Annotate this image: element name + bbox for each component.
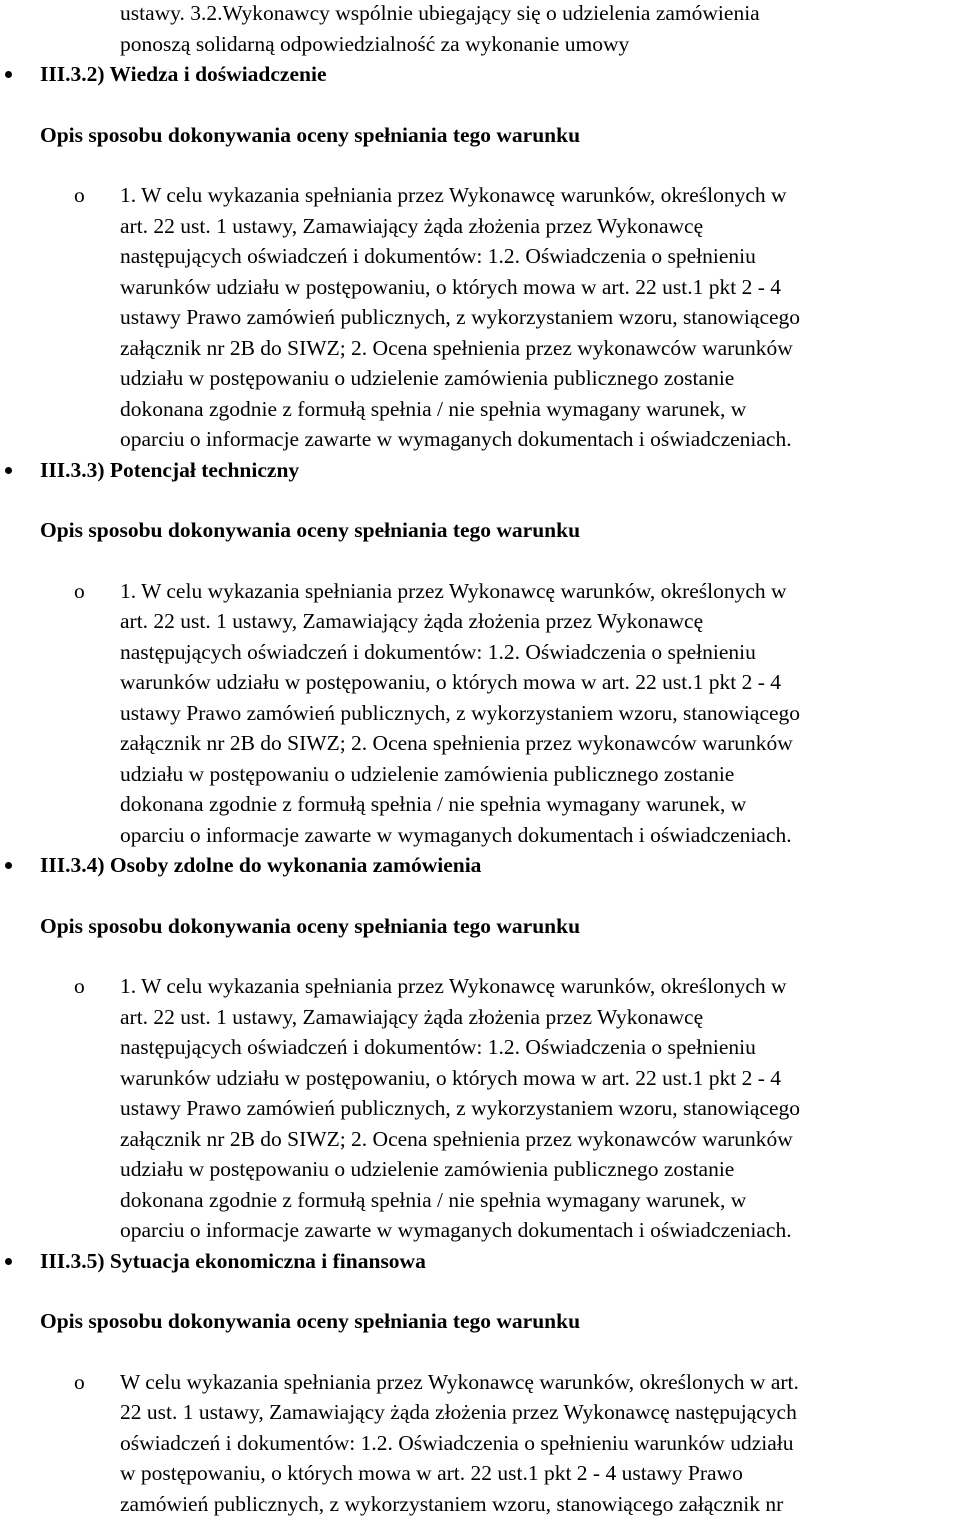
list-marker: o (74, 1367, 85, 1398)
bullet-icon (5, 862, 12, 869)
list-item-line (0, 1185, 958, 1216)
bullet-icon (5, 71, 12, 78)
list-item-line (0, 1489, 958, 1519)
list-item-text: udziału w postępowaniu o udzielenie zamówienia publicznego zostanie (120, 366, 734, 390)
list-item-text: warunków udziału w postępowaniu, o których mowa w art. 22 ust.1 pkt 2 - 4 (120, 1066, 781, 1090)
list-item-text: udziału w postępowaniu o udzielenie zamówienia publicznego zostanie (120, 762, 734, 786)
list-item-text: oświadczeń i dokumentów: 1.2. Oświadczenia o spełnieniu warunków udziału (120, 1431, 794, 1455)
list-item-text: oparciu o informacje zawarte w wymaganych dokumentach i oświadczeniach. (120, 1218, 792, 1242)
list-item-text: w postępowaniu, o których mowa w art. 22 ust.1 pkt 2 - 4 ustawy Prawo (120, 1461, 743, 1485)
list-item-text: zamówień publicznych, z wykorzystaniem wzoru, stanowiącego załącznik nr (120, 1492, 783, 1516)
opis-subheading: Opis sposobu dokonywania oceny spełniania tego warunku (40, 1306, 960, 1337)
list-item-line (0, 1215, 958, 1246)
list-item-text: następujących oświadczeń i dokumentów: 1.2. Oświadczenia o spełnieniu (120, 640, 756, 664)
list-item-line (0, 1458, 958, 1489)
list-item-text: 1. W celu wykazania spełniania przez Wykonawcę warunków, określonych w (120, 974, 787, 998)
list-item-text: ustawy Prawo zamówień publicznych, z wykorzystaniem wzoru, stanowiącego (120, 1096, 800, 1120)
list-item-text: następujących oświadczeń i dokumentów: 1.2. Oświadczenia o spełnieniu (120, 244, 756, 268)
list-item-line (0, 789, 958, 820)
list-item-text: 1. W celu wykazania spełniania przez Wykonawcę warunków, określonych w (120, 183, 787, 207)
list-item-line (0, 971, 958, 1002)
list-item-text: warunków udziału w postępowaniu, o których mowa w art. 22 ust.1 pkt 2 - 4 (120, 275, 781, 299)
list-item-line (0, 211, 958, 242)
list-item-line (0, 1093, 958, 1124)
list-item-line (0, 637, 958, 668)
list-item-text: 1. W celu wykazania spełniania przez Wykonawcę warunków, określonych w (120, 579, 787, 603)
list-item-line (0, 1032, 958, 1063)
list-marker: o (74, 576, 85, 607)
list-item-text: załącznik nr 2B do SIWZ; 2. Ocena spełnienia przez wykonawców warunków (120, 731, 793, 755)
list-item-text: ustawy Prawo zamówień publicznych, z wykorzystaniem wzoru, stanowiącego (120, 701, 800, 725)
bullet-icon (5, 467, 12, 474)
section-heading (0, 455, 960, 486)
list-item-line (0, 1367, 958, 1398)
list-marker: o (74, 971, 85, 1002)
list-item-line (0, 759, 958, 790)
list-item-text: warunków udziału w postępowaniu, o których mowa w art. 22 ust.1 pkt 2 - 4 (120, 670, 781, 694)
list-item-text: udziału w postępowaniu o udzielenie zamówienia publicznego zostanie (120, 1157, 734, 1181)
list-item-text: dokonana zgodnie z formułą spełnia / nie spełnia wymagany warunek, w (120, 1188, 746, 1212)
section-heading (0, 59, 960, 90)
list-item-line (0, 820, 958, 851)
list-item-line (0, 576, 958, 607)
list-item-text: art. 22 ust. 1 ustawy, Zamawiający żąda złożenia przez Wykonawcę (120, 609, 703, 633)
list-item-line (0, 1124, 958, 1155)
list-item-text: następujących oświadczeń i dokumentów: 1.2. Oświadczenia o spełnieniu (120, 1035, 756, 1059)
list-item-line (0, 606, 958, 637)
list-item-line (0, 1154, 958, 1185)
list-item-text: ustawy Prawo zamówień publicznych, z wykorzystaniem wzoru, stanowiącego (120, 305, 800, 329)
section-heading-text: III.3.5) Sytuacja ekonomiczna i finansowa (40, 1249, 426, 1273)
bullet-icon (5, 1258, 12, 1265)
section-heading-text: III.3.2) Wiedza i doświadczenie (40, 62, 326, 86)
section-heading (0, 850, 960, 881)
list-item-text: W celu wykazania spełniania przez Wykonawcę warunków, określonych w art. (120, 1370, 799, 1394)
intro-paragraph (120, 0, 950, 59)
list-marker: o (74, 180, 85, 211)
opis-subheading: Opis sposobu dokonywania oceny spełniania tego warunku (40, 911, 960, 942)
list-item-line (0, 272, 958, 303)
list-item-line (0, 302, 958, 333)
list-item-line (0, 1397, 958, 1428)
list-item-line (0, 1428, 958, 1459)
list-item-line (0, 698, 958, 729)
list-item-line (0, 333, 958, 364)
section-heading-text: III.3.3) Potencjał techniczny (40, 458, 299, 482)
list-item-line (0, 728, 958, 759)
list-item-text: art. 22 ust. 1 ustawy, Zamawiający żąda złożenia przez Wykonawcę (120, 1005, 703, 1029)
section-heading (0, 1246, 960, 1277)
opis-subheading: Opis sposobu dokonywania oceny spełniania tego warunku (40, 120, 960, 151)
list-item-text: dokonana zgodnie z formułą spełnia / nie spełnia wymagany warunek, w (120, 792, 746, 816)
section-heading-text: III.3.4) Osoby zdolne do wykonania zamówienia (40, 853, 481, 877)
list-item-text: oparciu o informacje zawarte w wymaganych dokumentach i oświadczeniach. (120, 823, 792, 847)
list-item-line (0, 667, 958, 698)
list-item-line (0, 363, 958, 394)
list-item-text: oparciu o informacje zawarte w wymaganych dokumentach i oświadczeniach. (120, 427, 792, 451)
list-item-line (0, 394, 958, 425)
list-item-text: 22 ust. 1 ustawy, Zamawiający żąda złożenia przez Wykonawcę następujących (120, 1400, 797, 1424)
list-item-text: załącznik nr 2B do SIWZ; 2. Ocena spełnienia przez wykonawców warunków (120, 336, 793, 360)
list-item-line (0, 1002, 958, 1033)
sections-container (0, 59, 960, 1519)
list-item-line (0, 424, 958, 455)
intro-line: ustawy. 3.2.Wykonawcy wspólnie ubiegający się o udzielenia zamówienia (120, 0, 950, 29)
list-item-text: załącznik nr 2B do SIWZ; 2. Ocena spełnienia przez wykonawców warunków (120, 1127, 793, 1151)
opis-subheading: Opis sposobu dokonywania oceny spełniania tego warunku (40, 515, 960, 546)
list-item-line (0, 180, 958, 211)
list-item-text: dokonana zgodnie z formułą spełnia / nie spełnia wymagany warunek, w (120, 397, 746, 421)
intro-line: ponoszą solidarną odpowiedzialność za wykonanie umowy (120, 29, 950, 60)
list-item-line (0, 1063, 958, 1094)
list-item-line (0, 241, 958, 272)
list-item-text: art. 22 ust. 1 ustawy, Zamawiający żąda złożenia przez Wykonawcę (120, 214, 703, 238)
